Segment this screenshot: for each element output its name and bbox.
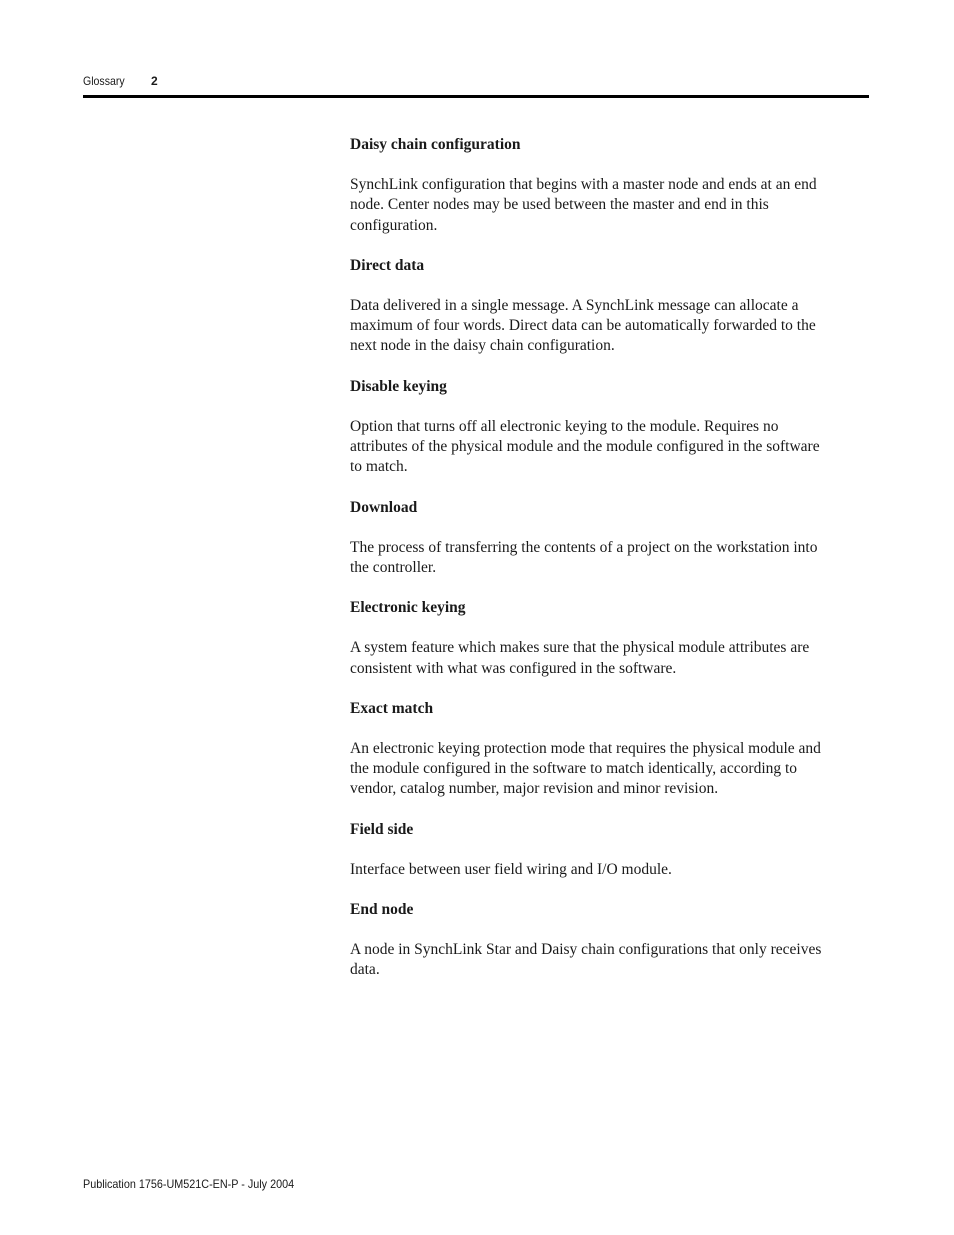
glossary-definition: An electronic keying protection mode that requires the physical module and the module configured in the software to match identically, according to vendor, catalog number, major revision and minor revision. [350,739,821,798]
glossary-term: Disable keying [350,377,447,395]
glossary-term: Download [350,498,418,516]
glossary-entry [350,498,830,579]
header-section-title: Glossary [83,74,125,88]
glossary-term: Direct data [350,256,425,274]
glossary-entry [350,377,830,478]
glossary-term: Field side [350,820,414,838]
glossary-entry [350,820,830,880]
header-rule [83,95,869,98]
glossary-term: Daisy chain configuration [350,136,521,153]
header-page-number: 2 [151,74,158,88]
glossary-definition: Option that turns off all electronic keying to the module. Requires no attributes of the physical module and the module configured in the software to match. [350,417,820,476]
glossary-definition: SynchLink configuration that begins with a master node and ends at an end node. Center nodes may be used between the master and end in this configuration. [350,176,817,234]
glossary-entry [350,135,830,236]
glossary-term: Electronic keying [350,599,466,617]
glossary-entry [350,900,830,981]
glossary-definition: The process of transferring the contents of a project on the workstation into the controller. [350,538,818,576]
glossary-entry [350,699,830,800]
page-footer: Publication 1756-UM521C-EN-P - July 2004 [83,1177,295,1191]
glossary-entry [350,598,830,679]
glossary-definition: Interface between user field wiring and I/O module. [350,860,672,878]
glossary-definition: Data delivered in a single message. A SynchLink message can allocate a maximum of four words. Direct data can be automatically forwarded to the next node in the daisy chain configuration. [350,296,816,355]
glossary-term: Exact match [350,699,434,717]
glossary-definition: A system feature which makes sure that the physical module attributes are consistent with what was configured in the software. [350,639,810,677]
glossary-entries [350,135,830,1001]
glossary-entry [350,256,830,357]
page-header [83,72,869,90]
glossary-definition: A node in SynchLink Star and Daisy chain configurations that only receives data. [350,941,822,979]
glossary-term: End node [350,901,414,919]
